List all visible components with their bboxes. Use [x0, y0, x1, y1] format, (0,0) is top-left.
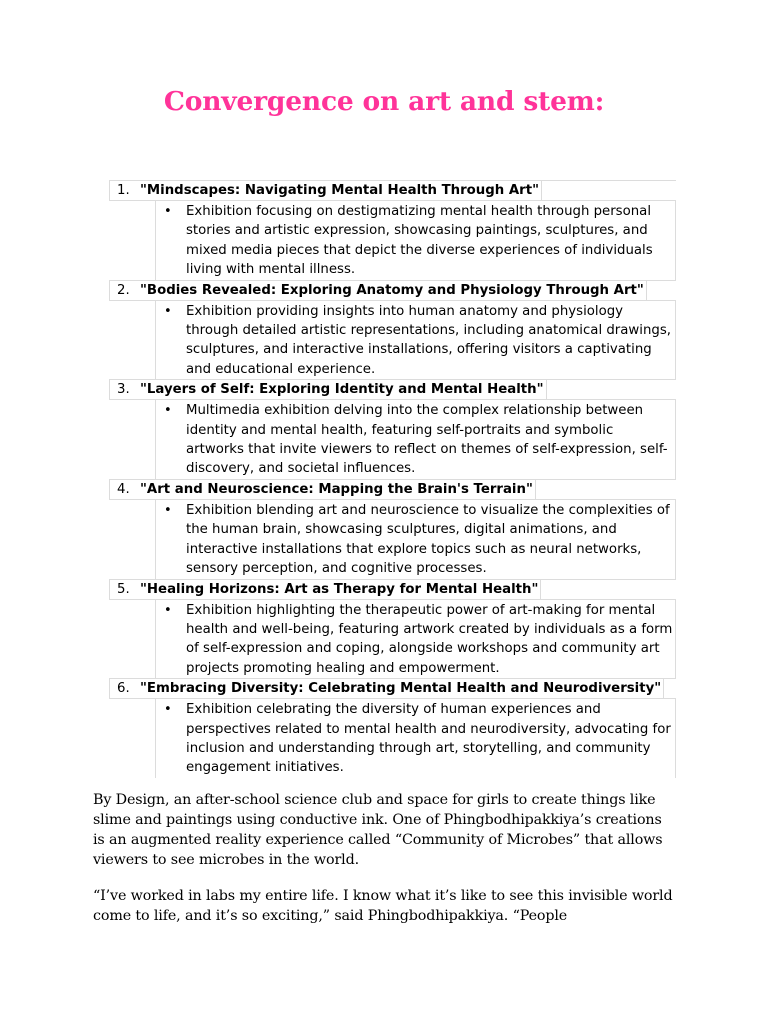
list-item-heading-row [109, 379, 676, 400]
list-item-heading-row [109, 180, 676, 201]
list-item-body [155, 699, 676, 778]
bullet-icon: • [164, 403, 172, 419]
list-item-description: Exhibition providing insights into human anatomy and physiology through detailed artistic representations, including anatomical drawings, sculptures, and interactive installations, offering visitors a captivating and educational experience. [186, 303, 672, 377]
body-paragraph: “I’ve worked in labs my entire life. I know what it’s like to see this invisible world come to life, and it’s so exciting,” said Phingbodhipakkiya. “People [93, 888, 673, 924]
list-item-description: Exhibition focusing on destigmatizing mental health through personal stories and artistic expression, showcasing paintings, sculptures, and mixed media pieces that depict the diverse experiences of individuals living with mental illness. [186, 204, 653, 278]
list-item-number: 3. [117, 382, 130, 398]
exhibition-list [109, 180, 676, 778]
bullet-icon: • [164, 702, 172, 718]
list-item-heading: "Embracing Diversity: Celebrating Mental Health and Neurodiversity" [140, 679, 664, 698]
list-item [109, 180, 676, 280]
list-item-heading: "Bodies Revealed: Exploring Anatomy and Physiology Through Art" [140, 281, 647, 300]
list-item-number: 4. [117, 481, 130, 497]
list-item-body [155, 400, 676, 479]
page-title: Convergence on art and stem: [163, 86, 605, 117]
list-item-number: 1. [117, 183, 130, 198]
bullet-icon: • [164, 204, 172, 219]
bullet-icon: • [164, 502, 172, 518]
bullet-icon: • [164, 303, 172, 319]
list-item-body [155, 600, 676, 679]
list-item [109, 379, 676, 479]
list-item-body [155, 500, 676, 579]
list-item-heading-row [109, 479, 676, 500]
list-item-heading: "Mindscapes: Navigating Mental Health Through Art" [140, 181, 542, 200]
list-item [109, 579, 676, 679]
list-item-heading: "Art and Neuroscience: Mapping the Brain's Terrain" [140, 480, 536, 499]
list-item-body [155, 301, 676, 380]
body-paragraph: By Design, an after-school science club and space for girls to create things like slime and paintings using conductive ink. One of Phingbodhipakkiya’s creations is an augmented reality experience called “Community of Microbes” that allows viewers to see microbes in the world. [93, 792, 663, 868]
list-item-heading: "Layers of Self: Exploring Identity and Mental Health" [140, 380, 547, 399]
list-item [109, 678, 676, 778]
list-item [109, 479, 676, 579]
list-item-description: Exhibition blending art and neuroscience to visualize the complexities of the human brain, showcasing sculptures, digital animations, and interactive installations that explore topics such as neural networks, sensory perception, and cognitive processes. [186, 502, 670, 577]
list-item-heading-row [109, 579, 676, 600]
list-item-body [155, 201, 676, 280]
list-item-heading-row [109, 678, 676, 699]
list-item-number: 2. [117, 282, 130, 298]
list-item-number: 6. [117, 681, 130, 697]
list-item [109, 280, 676, 380]
list-item-number: 5. [117, 581, 130, 597]
list-item-heading: "Healing Horizons: Art as Therapy for Mental Health" [140, 580, 541, 599]
list-item-description: Multimedia exhibition delving into the complex relationship between identity and mental health, featuring self-portraits and symbolic artworks that invite viewers to reflect on themes of self-expression, self-discovery, and societal influences. [186, 403, 668, 477]
list-item-description: Exhibition highlighting the therapeutic power of art-making for mental health and well-being, featuring artwork created by individuals as a form of self-expression and coping, alongside workshops and community art projects promoting healing and empowerment. [186, 602, 673, 676]
list-item-description: Exhibition celebrating the diversity of human experiences and perspectives related to mental health and neurodiversity, advocating for inclusion and understanding through art, storytelling, and community engagement initiatives. [186, 702, 671, 776]
list-item-heading-row [109, 280, 676, 301]
bullet-icon: • [164, 602, 172, 618]
